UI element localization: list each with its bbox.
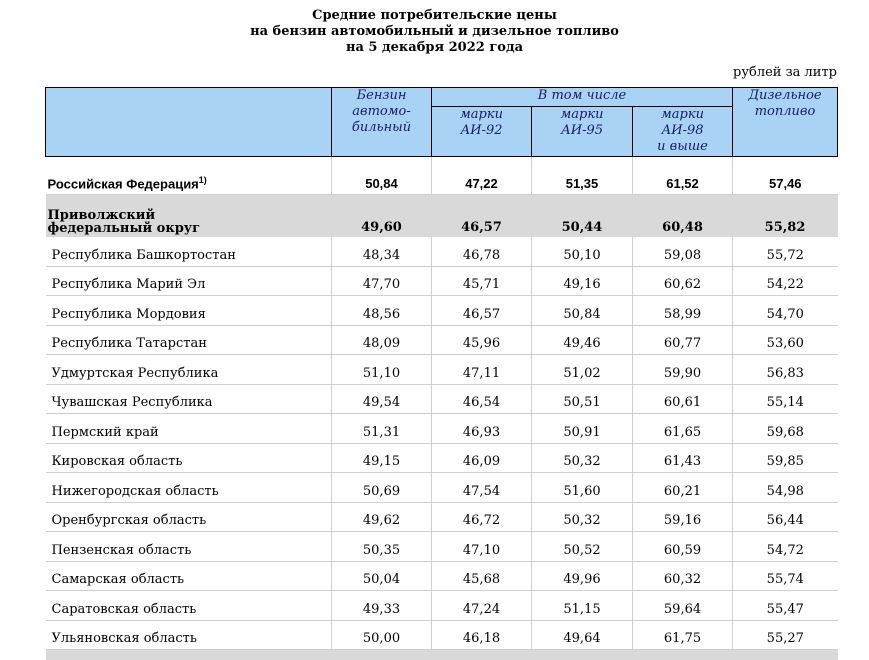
- region-name: Удмуртская Республика: [46, 355, 332, 385]
- value-diesel: 55,72: [733, 237, 838, 266]
- table-row: [46, 561, 838, 591]
- header-diesel: [733, 88, 838, 157]
- russia-footnote: 1): [199, 175, 207, 185]
- value-diesel: 59,68: [733, 414, 838, 444]
- value-ai92: 47,10: [432, 532, 532, 562]
- russia-name-text: Российская Федерация: [48, 176, 199, 191]
- value-ai92: 47,11: [432, 355, 532, 385]
- value-ai95: 50,32: [532, 502, 633, 532]
- value-ai98: 59,16: [633, 502, 733, 532]
- russia-ai92: 47,22: [432, 157, 532, 195]
- title-line-1: Средние потребительские цены: [0, 8, 869, 24]
- prices-table: [45, 87, 838, 660]
- header-gasoline-line2: автомо-: [332, 104, 431, 120]
- value-ai98: 61,75: [633, 620, 733, 650]
- table-row: [46, 384, 838, 414]
- band-cell: [532, 650, 633, 660]
- value-gasoline: 47,70: [332, 266, 432, 296]
- region-name: Нижегородская область: [46, 473, 332, 503]
- russia-name: [46, 157, 332, 195]
- header-gasoline: [332, 88, 432, 157]
- russia-diesel: 57,46: [733, 157, 838, 195]
- unit-label: рублей за литр: [733, 65, 837, 80]
- table-row: [46, 532, 838, 562]
- header-including: В том числе: [432, 88, 733, 107]
- value-ai92: 46,54: [432, 384, 532, 414]
- value-gasoline: 50,69: [332, 473, 432, 503]
- value-gasoline: 50,35: [332, 532, 432, 562]
- value-ai92: 45,68: [432, 561, 532, 591]
- region-name: Самарская область: [46, 561, 332, 591]
- value-ai95: 50,91: [532, 414, 633, 444]
- value-ai98: 60,59: [633, 532, 733, 562]
- district-ai95: 50,44: [532, 195, 633, 238]
- header-ai98-line1: марки: [633, 107, 732, 123]
- russia-ai95: 51,35: [532, 157, 633, 195]
- row-district: [46, 195, 838, 238]
- value-ai98: 59,64: [633, 591, 733, 621]
- header-gasoline-line1: Бензин: [332, 88, 431, 104]
- next-section-band: [46, 650, 838, 660]
- region-name: Пермский край: [46, 414, 332, 444]
- value-ai95: 51,15: [532, 591, 633, 621]
- district-name-line2: федеральный округ: [48, 222, 332, 235]
- region-name: Республика Татарстан: [46, 325, 332, 355]
- region-name: Ульяновская область: [46, 620, 332, 650]
- value-diesel: 55,14: [733, 384, 838, 414]
- region-name: Пензенская область: [46, 532, 332, 562]
- header-ai92-line2: АИ-92: [432, 123, 531, 139]
- region-name: Саратовская область: [46, 591, 332, 621]
- russia-gasoline: 50,84: [332, 157, 432, 195]
- table-row: [46, 325, 838, 355]
- value-ai95: 50,84: [532, 296, 633, 326]
- header-ai98-line2: АИ-98: [633, 123, 732, 139]
- value-diesel: 59,85: [733, 443, 838, 473]
- header-gasoline-line3: бильный: [332, 120, 431, 136]
- district-name: [46, 195, 332, 238]
- value-ai98: 59,90: [633, 355, 733, 385]
- table-row: [46, 473, 838, 503]
- value-diesel: 55,47: [733, 591, 838, 621]
- value-diesel: 54,72: [733, 532, 838, 562]
- value-ai95: 51,02: [532, 355, 633, 385]
- value-gasoline: 51,10: [332, 355, 432, 385]
- region-name: Чувашская Республика: [46, 384, 332, 414]
- table-row: [46, 591, 838, 621]
- table-row: [46, 502, 838, 532]
- value-diesel: 54,70: [733, 296, 838, 326]
- region-name: Республика Мордовия: [46, 296, 332, 326]
- header-ai95-line1: марки: [532, 107, 632, 123]
- value-diesel: 55,74: [733, 561, 838, 591]
- region-name: Кировская область: [46, 443, 332, 473]
- value-ai98: 60,77: [633, 325, 733, 355]
- value-ai95: 49,46: [532, 325, 633, 355]
- band-cell: [46, 650, 332, 660]
- value-ai98: 60,61: [633, 384, 733, 414]
- header-diesel-line1: Дизельное: [733, 88, 837, 104]
- value-ai92: 45,96: [432, 325, 532, 355]
- value-diesel: 56,44: [733, 502, 838, 532]
- value-diesel: 54,22: [733, 266, 838, 296]
- table-row: [46, 266, 838, 296]
- table-row: [46, 443, 838, 473]
- band-cell: [332, 650, 432, 660]
- district-diesel: 55,82: [733, 195, 838, 238]
- value-ai92: 47,24: [432, 591, 532, 621]
- value-ai92: 46,57: [432, 296, 532, 326]
- band-cell: [633, 650, 733, 660]
- header-ai98-line3: и выше: [633, 139, 732, 155]
- document-title: [0, 8, 869, 56]
- value-gasoline: 50,04: [332, 561, 432, 591]
- value-gasoline: 48,34: [332, 237, 432, 266]
- value-ai98: 59,08: [633, 237, 733, 266]
- value-diesel: 55,27: [733, 620, 838, 650]
- table-row: [46, 620, 838, 650]
- value-gasoline: 51,31: [332, 414, 432, 444]
- value-ai98: 60,32: [633, 561, 733, 591]
- value-ai98: 58,99: [633, 296, 733, 326]
- value-ai98: 61,65: [633, 414, 733, 444]
- header-ai92: [432, 107, 532, 157]
- value-ai92: 46,72: [432, 502, 532, 532]
- value-ai92: 46,18: [432, 620, 532, 650]
- row-russia: [46, 157, 838, 195]
- header-ai95-line2: АИ-95: [532, 123, 632, 139]
- value-ai95: 49,16: [532, 266, 633, 296]
- district-ai98: 60,48: [633, 195, 733, 238]
- value-gasoline: 50,00: [332, 620, 432, 650]
- russia-ai98: 61,52: [633, 157, 733, 195]
- value-ai92: 46,78: [432, 237, 532, 266]
- value-ai95: 50,51: [532, 384, 633, 414]
- district-name-line1: Приволжский: [48, 209, 332, 222]
- value-diesel: 53,60: [733, 325, 838, 355]
- value-gasoline: 48,56: [332, 296, 432, 326]
- region-name: Оренбургская область: [46, 502, 332, 532]
- value-ai95: 50,52: [532, 532, 633, 562]
- value-diesel: 56,83: [733, 355, 838, 385]
- header-ai95: [532, 107, 633, 157]
- value-ai92: 45,71: [432, 266, 532, 296]
- value-gasoline: 49,62: [332, 502, 432, 532]
- table-row: [46, 355, 838, 385]
- table-row: [46, 237, 838, 266]
- title-line-3: на 5 декабря 2022 года: [0, 40, 869, 56]
- band-cell: [733, 650, 838, 660]
- title-line-2: на бензин автомобильный и дизельное топливо: [0, 24, 869, 40]
- value-ai92: 47,54: [432, 473, 532, 503]
- table-row: [46, 414, 838, 444]
- value-ai95: 49,64: [532, 620, 633, 650]
- value-ai98: 61,43: [633, 443, 733, 473]
- value-diesel: 54,98: [733, 473, 838, 503]
- region-name: Республика Марий Эл: [46, 266, 332, 296]
- header-diesel-line2: топливо: [733, 104, 837, 120]
- header-ai98: [633, 107, 733, 157]
- table-row: [46, 296, 838, 326]
- value-gasoline: 49,15: [332, 443, 432, 473]
- value-ai98: 60,62: [633, 266, 733, 296]
- value-ai95: 49,96: [532, 561, 633, 591]
- header-region-cell: [46, 88, 332, 157]
- band-cell: [432, 650, 532, 660]
- value-ai95: 50,10: [532, 237, 633, 266]
- value-gasoline: 49,54: [332, 384, 432, 414]
- value-gasoline: 49,33: [332, 591, 432, 621]
- header-ai92-line1: марки: [432, 107, 531, 123]
- value-ai92: 46,09: [432, 443, 532, 473]
- value-ai92: 46,93: [432, 414, 532, 444]
- region-name: Республика Башкортостан: [46, 237, 332, 266]
- value-gasoline: 48,09: [332, 325, 432, 355]
- value-ai95: 50,32: [532, 443, 633, 473]
- district-gasoline: 49,60: [332, 195, 432, 238]
- district-ai92: 46,57: [432, 195, 532, 238]
- value-ai95: 51,60: [532, 473, 633, 503]
- value-ai98: 60,21: [633, 473, 733, 503]
